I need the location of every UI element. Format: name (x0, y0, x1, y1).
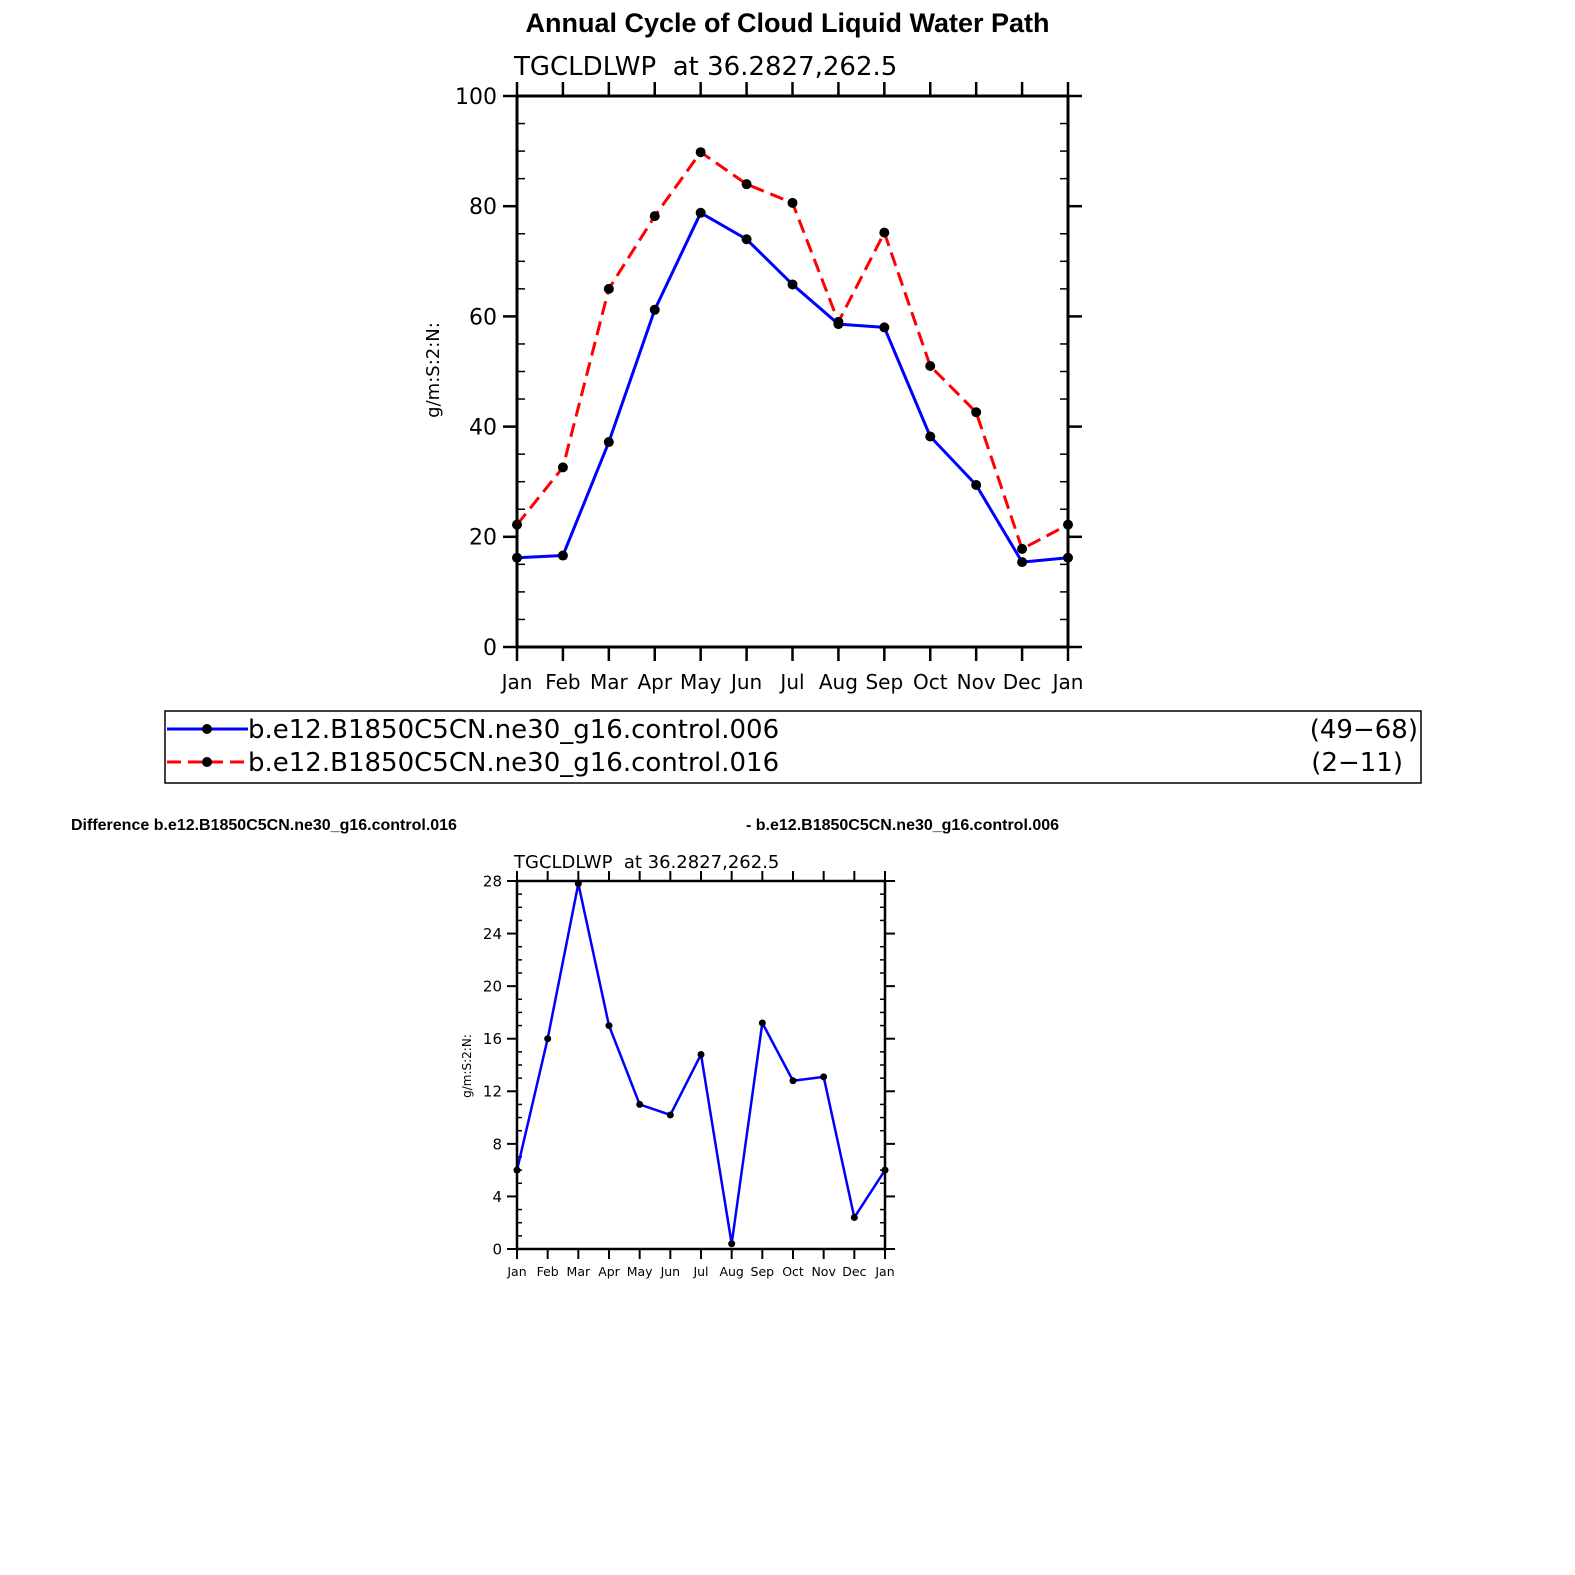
x-tick-label: Jul (693, 1264, 709, 1279)
x-tick-label: Aug (719, 1264, 744, 1279)
series-1-point (971, 407, 981, 417)
x-tick-label: Jan (501, 670, 533, 694)
x-tick-label: Nov (811, 1264, 836, 1279)
y-tick-label: 24 (482, 924, 502, 943)
difference-label-left: Difference b.e12.B1850C5CN.ne30_g16.control.016 (71, 817, 457, 834)
y-tick-label: 12 (482, 1082, 502, 1101)
x-tick-label: Aug (818, 670, 858, 694)
y-tick-label: 20 (469, 525, 497, 551)
bottom-chart-y-axis-label: g/m:S:2:N: (460, 1034, 474, 1098)
x-tick-label: Jan (1052, 670, 1084, 694)
series-0-point (558, 551, 568, 561)
x-tick-label: Jun (730, 670, 763, 694)
top-chart (423, 52, 1083, 694)
series-0-point (790, 1077, 797, 1084)
y-tick-label: 20 (482, 977, 502, 996)
x-tick-label: May (626, 1264, 653, 1279)
series-line-0 (517, 213, 1068, 562)
series-0-point (636, 1101, 643, 1108)
series-0-point (971, 480, 981, 490)
x-tick-label: Dec (842, 1264, 867, 1279)
x-tick-label: Feb (545, 670, 581, 694)
series-0-point (606, 1022, 613, 1029)
legend-marker-control-016 (202, 757, 212, 767)
legend-label-control-006: b.e12.B1850C5CN.ne30_g16.control.006 (248, 715, 780, 745)
top-chart-plot-frame (517, 96, 1068, 647)
x-tick-label: Oct (782, 1264, 804, 1279)
top-chart-ticks (455, 82, 1083, 694)
top-chart-subtitle: TGCLDLWP at 36.2827,262.5 (514, 52, 898, 82)
series-0-point (650, 305, 660, 315)
top-chart-series (512, 147, 1073, 567)
legend-label-control-016: b.e12.B1850C5CN.ne30_g16.control.016 (248, 748, 780, 778)
series-1-point (650, 211, 660, 221)
y-tick-label: 0 (483, 635, 497, 661)
series-1-point (1017, 544, 1027, 554)
legend-years-control-016: (2−11) (1311, 748, 1403, 778)
legend-marker-control-006 (202, 724, 212, 734)
x-tick-label: Oct (912, 670, 948, 694)
series-0-point (925, 432, 935, 442)
bottom-chart-plot-frame (517, 881, 885, 1249)
chart-title: Annual Cycle of Cloud Liquid Water Path (525, 8, 1050, 38)
y-tick-label: 100 (455, 84, 497, 110)
y-tick-label: 16 (482, 1030, 502, 1049)
x-tick-label: Feb (536, 1264, 559, 1279)
series-line-0 (517, 884, 885, 1244)
series-0-point (604, 437, 614, 447)
series-0-point (544, 1035, 551, 1042)
series-1-point (788, 198, 798, 208)
x-tick-label: Jul (780, 670, 805, 694)
x-tick-label: Jun (660, 1264, 681, 1279)
series-0-point (820, 1073, 827, 1080)
series-1-point (833, 317, 843, 327)
x-tick-label: Sep (865, 670, 904, 694)
y-tick-label: 8 (492, 1135, 502, 1154)
series-0-point (742, 234, 752, 244)
y-tick-label: 80 (469, 195, 497, 221)
x-tick-label: Apr (637, 670, 673, 694)
bottom-chart-series (514, 880, 889, 1247)
legend-years-control-006: (49−68) (1309, 715, 1418, 745)
series-0-point (851, 1214, 858, 1221)
x-tick-label: Mar (566, 1264, 591, 1279)
series-0-point (667, 1111, 674, 1118)
series-0-point (879, 322, 889, 332)
series-1-point (925, 361, 935, 371)
series-0-point (696, 208, 706, 218)
series-1-point (604, 284, 614, 294)
x-tick-label: May (679, 670, 722, 694)
x-tick-label: Jan (507, 1264, 527, 1279)
series-line-1 (517, 152, 1068, 549)
top-chart-y-axis-label: g/m:S:2:N: (423, 322, 444, 418)
series-1-point (879, 228, 889, 238)
y-tick-label: 40 (469, 415, 497, 441)
y-tick-label: 4 (492, 1187, 502, 1206)
bottom-chart-ticks (483, 871, 895, 1279)
series-0-point (759, 1019, 766, 1026)
series-1-point (558, 462, 568, 472)
y-tick-label: 28 (482, 872, 502, 891)
bottom-chart-subtitle: TGCLDLWP at 36.2827,262.5 (514, 852, 780, 873)
x-tick-label: Apr (598, 1264, 620, 1279)
x-tick-label: Sep (750, 1264, 775, 1279)
series-0-point (788, 279, 798, 289)
x-tick-label: Jan (875, 1264, 895, 1279)
series-0-point (698, 1051, 705, 1058)
bottom-chart (460, 852, 895, 1279)
series-0-point (1017, 557, 1027, 567)
series-1-point (742, 179, 752, 189)
x-tick-label: Dec (1002, 670, 1042, 694)
x-tick-label: Mar (589, 670, 628, 694)
y-tick-label: 0 (492, 1240, 502, 1259)
series-1-point (696, 147, 706, 157)
y-tick-label: 60 (469, 305, 497, 331)
x-tick-label: Nov (956, 670, 996, 694)
legend (165, 711, 1421, 783)
series-0-point (728, 1240, 735, 1247)
difference-label-right: - b.e12.B1850C5CN.ne30_g16.control.006 (746, 817, 1060, 834)
